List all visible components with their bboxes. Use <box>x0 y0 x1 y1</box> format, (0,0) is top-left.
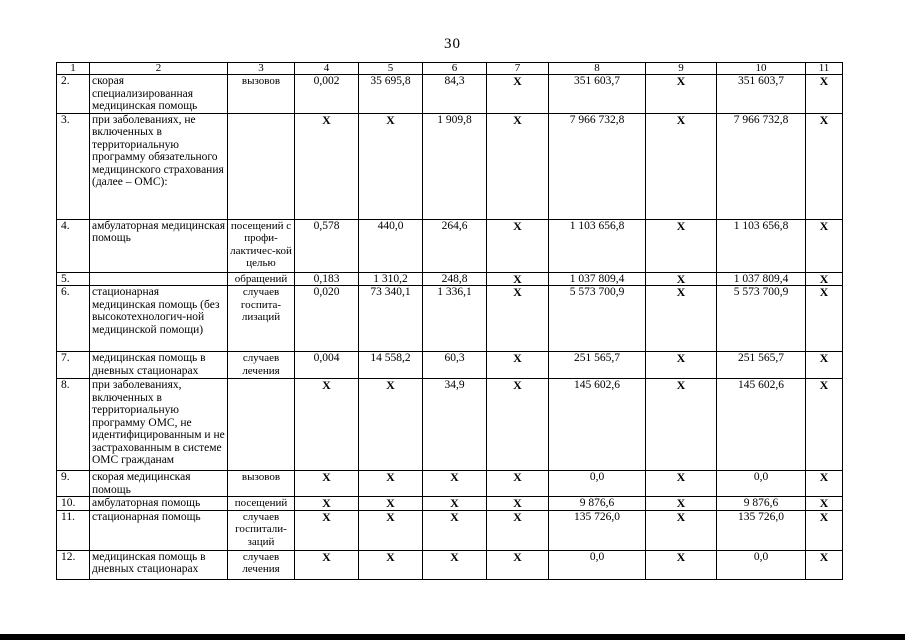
cell-col7: Х <box>487 510 549 550</box>
cell-col9: Х <box>646 471 717 497</box>
cell-col7: Х <box>487 497 549 511</box>
column-header: 5 <box>359 63 423 75</box>
cell-col11: Х <box>806 550 843 579</box>
cell-col5: Х <box>359 550 423 579</box>
care-type: скорая специализированная медицинская помощь <box>90 75 228 114</box>
care-type: амбулаторная помощь <box>90 497 228 511</box>
row-number: 3. <box>57 113 90 219</box>
cell-col7: Х <box>487 550 549 579</box>
cell-col11: Х <box>806 510 843 550</box>
cell-col6: Х <box>423 497 487 511</box>
row-number: 12. <box>57 550 90 579</box>
cell-col9: Х <box>646 272 717 286</box>
cell-col10: 1 103 656,8 <box>717 219 806 272</box>
care-type: амбулаторная медицинская помощь <box>90 219 228 272</box>
cell-col5: Х <box>359 113 423 219</box>
cell-col11: Х <box>806 113 843 219</box>
row-number: 9. <box>57 471 90 497</box>
cell-col7: Х <box>487 379 549 471</box>
cell-col10: 251 565,7 <box>717 352 806 379</box>
row-number: 4. <box>57 219 90 272</box>
cell-col11: Х <box>806 471 843 497</box>
cell-col4: Х <box>295 510 359 550</box>
care-type: медицинская помощь в дневных стационарах <box>90 352 228 379</box>
cell-col8: 145 602,6 <box>549 379 646 471</box>
cell-col7: Х <box>487 219 549 272</box>
table-row <box>57 510 843 550</box>
cell-col5: Х <box>359 471 423 497</box>
cell-col9: Х <box>646 219 717 272</box>
row-number: 11. <box>57 510 90 550</box>
cell-col4: 0,002 <box>295 75 359 114</box>
cell-col10: 5 573 700,9 <box>717 286 806 352</box>
cell-col4: Х <box>295 471 359 497</box>
row-number: 7. <box>57 352 90 379</box>
cell-col11: Х <box>806 379 843 471</box>
cell-col9: Х <box>646 497 717 511</box>
cell-col10: 145 602,6 <box>717 379 806 471</box>
column-header: 4 <box>295 63 359 75</box>
cell-col4: 0,020 <box>295 286 359 352</box>
cell-col4: Х <box>295 550 359 579</box>
cell-col5: Х <box>359 510 423 550</box>
unit: вызовов <box>228 75 295 114</box>
cell-col8: 251 565,7 <box>549 352 646 379</box>
cell-col7: Х <box>487 75 549 114</box>
care-type: стационарная помощь <box>90 510 228 550</box>
medical-care-table <box>56 62 843 580</box>
cell-col5: Х <box>359 497 423 511</box>
table-row <box>57 550 843 579</box>
cell-col5: 440,0 <box>359 219 423 272</box>
care-type: при заболеваниях, не включенных в территориальную программу обязательного медицинского страхования (далее – ОМС): <box>90 113 228 219</box>
cell-col4: Х <box>295 379 359 471</box>
cell-col6: 264,6 <box>423 219 487 272</box>
cell-col9: Х <box>646 286 717 352</box>
unit: посещений с профи-лактичес-кой целью <box>228 219 295 272</box>
cell-col8: 1 103 656,8 <box>549 219 646 272</box>
cell-col11: Х <box>806 286 843 352</box>
cell-col11: Х <box>806 272 843 286</box>
table-row <box>57 113 843 219</box>
table-row <box>57 352 843 379</box>
care-type: при заболеваниях, включенных в территориальную программу ОМС, не идентифицированным и не застрахованным в системе ОМС гражданам <box>90 379 228 471</box>
cell-col10: 9 876,6 <box>717 497 806 511</box>
table-row <box>57 379 843 471</box>
cell-col7: Х <box>487 352 549 379</box>
row-number: 8. <box>57 379 90 471</box>
cell-col5: 73 340,1 <box>359 286 423 352</box>
cell-col9: Х <box>646 510 717 550</box>
unit: случаев госпита-лизаций <box>228 286 295 352</box>
cell-col9: Х <box>646 379 717 471</box>
cell-col8: 5 573 700,9 <box>549 286 646 352</box>
table-row <box>57 219 843 272</box>
cell-col7: Х <box>487 272 549 286</box>
care-type: медицинская помощь в дневных стационарах <box>90 550 228 579</box>
table-row <box>57 272 843 286</box>
table-row <box>57 75 843 114</box>
cell-col6: Х <box>423 550 487 579</box>
cell-col10: 0,0 <box>717 550 806 579</box>
column-header: 11 <box>806 63 843 75</box>
row-number: 10. <box>57 497 90 511</box>
unit: вызовов <box>228 471 295 497</box>
row-number: 5. <box>57 272 90 286</box>
cell-col10: 135 726,0 <box>717 510 806 550</box>
cell-col6: 1 336,1 <box>423 286 487 352</box>
unit: посещений <box>228 497 295 511</box>
care-type: скорая медицинская помощь <box>90 471 228 497</box>
cell-col6: 248,8 <box>423 272 487 286</box>
cell-col4: Х <box>295 497 359 511</box>
cell-col11: Х <box>806 497 843 511</box>
column-header: 1 <box>57 63 90 75</box>
column-header: 10 <box>717 63 806 75</box>
cell-col8: 9 876,6 <box>549 497 646 511</box>
column-header: 7 <box>487 63 549 75</box>
cell-col5: Х <box>359 379 423 471</box>
scan-bottom-edge <box>0 634 905 640</box>
cell-col9: Х <box>646 352 717 379</box>
cell-col9: Х <box>646 550 717 579</box>
cell-col10: 351 603,7 <box>717 75 806 114</box>
cell-col7: Х <box>487 286 549 352</box>
cell-col10: 0,0 <box>717 471 806 497</box>
cell-col8: 351 603,7 <box>549 75 646 114</box>
column-header: 3 <box>228 63 295 75</box>
cell-col11: Х <box>806 352 843 379</box>
cell-col6: 60,3 <box>423 352 487 379</box>
cell-col4: 0,578 <box>295 219 359 272</box>
cell-col5: 14 558,2 <box>359 352 423 379</box>
cell-col5: 35 695,8 <box>359 75 423 114</box>
cell-col7: Х <box>487 113 549 219</box>
cell-col11: Х <box>806 219 843 272</box>
header-row <box>57 63 843 75</box>
cell-col11: Х <box>806 75 843 114</box>
column-header: 8 <box>549 63 646 75</box>
care-type <box>90 272 228 286</box>
column-header: 6 <box>423 63 487 75</box>
table-row <box>57 497 843 511</box>
cell-col8: 135 726,0 <box>549 510 646 550</box>
cell-col8: 7 966 732,8 <box>549 113 646 219</box>
page-number: 30 <box>444 36 461 52</box>
cell-col4: 0,183 <box>295 272 359 286</box>
cell-col4: 0,004 <box>295 352 359 379</box>
cell-col8: 0,0 <box>549 550 646 579</box>
unit <box>228 113 295 219</box>
cell-col6: 1 909,8 <box>423 113 487 219</box>
cell-col9: Х <box>646 113 717 219</box>
unit: случаев лечения <box>228 352 295 379</box>
column-header: 2 <box>90 63 228 75</box>
cell-col6: Х <box>423 510 487 550</box>
unit: случаев госпитали-заций <box>228 510 295 550</box>
cell-col10: 1 037 809,4 <box>717 272 806 286</box>
cell-col7: Х <box>487 471 549 497</box>
unit: случаев лечения <box>228 550 295 579</box>
unit <box>228 379 295 471</box>
cell-col6: 84,3 <box>423 75 487 114</box>
care-type: стационарная медицинская помощь (без высокотехнологич-ной медицинской помощи) <box>90 286 228 352</box>
cell-col6: 34,9 <box>423 379 487 471</box>
column-header: 9 <box>646 63 717 75</box>
cell-col5: 1 310,2 <box>359 272 423 286</box>
table-row <box>57 471 843 497</box>
cell-col10: 7 966 732,8 <box>717 113 806 219</box>
cell-col8: 1 037 809,4 <box>549 272 646 286</box>
cell-col9: Х <box>646 75 717 114</box>
cell-col4: Х <box>295 113 359 219</box>
row-number: 2. <box>57 75 90 114</box>
table-row <box>57 286 843 352</box>
cell-col6: Х <box>423 471 487 497</box>
cell-col8: 0,0 <box>549 471 646 497</box>
unit: обращений <box>228 272 295 286</box>
row-number: 6. <box>57 286 90 352</box>
